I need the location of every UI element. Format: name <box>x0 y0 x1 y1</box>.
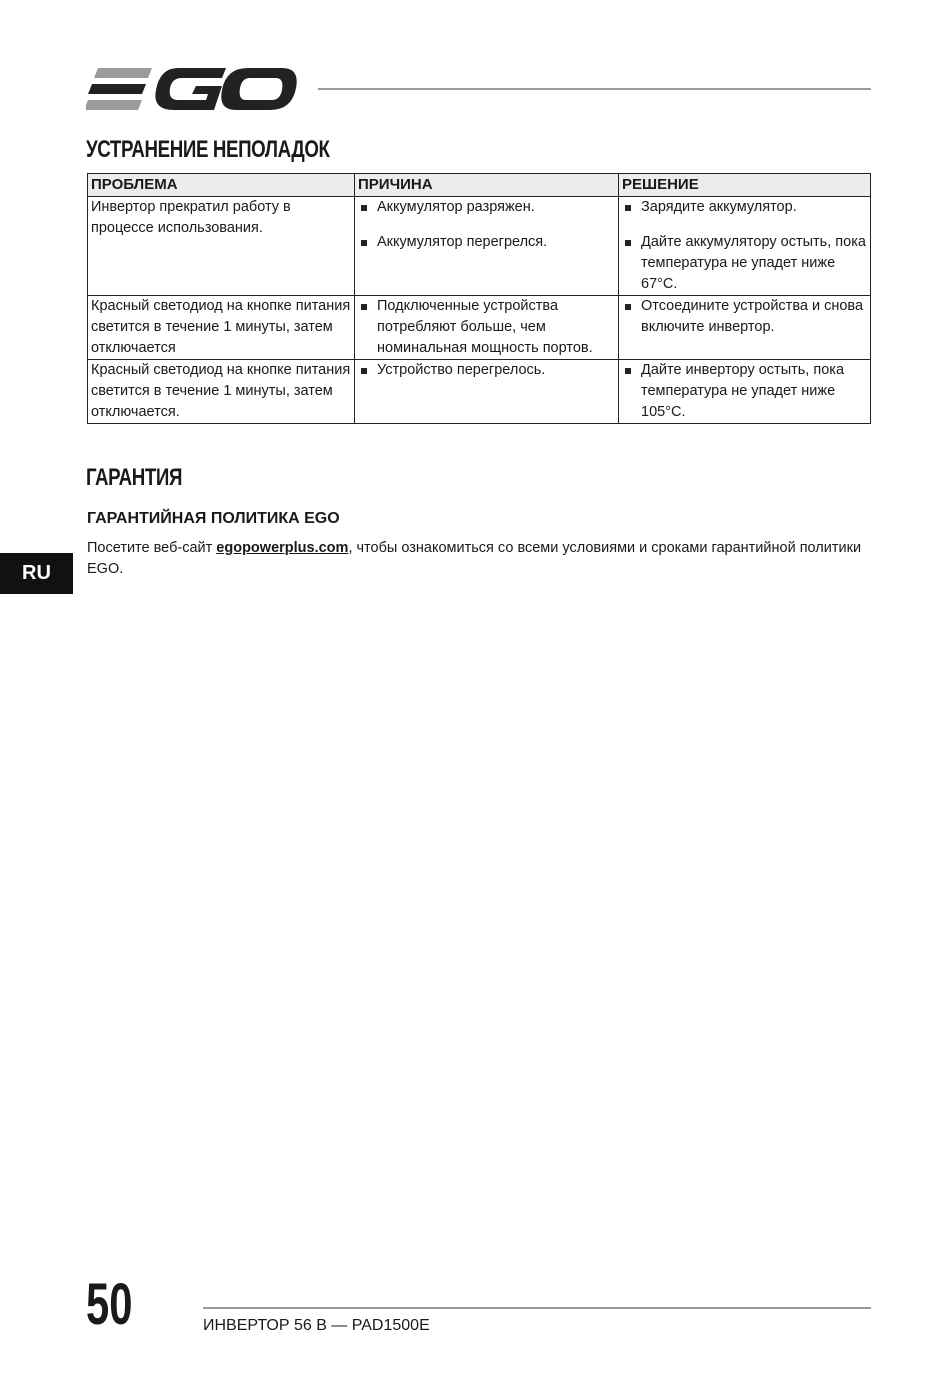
cause-cell <box>355 197 619 296</box>
table-row <box>88 197 871 296</box>
header-cause: ПРИЧИНА <box>355 174 619 197</box>
problem-cell: Красный светодиод на кнопке питания светится в течение 1 минуты, затем отключается. <box>88 360 355 424</box>
page-number: 50 <box>86 1272 133 1337</box>
solution-item: Дайте аккумулятору остыть, пока температура не упадет ниже 67°C. <box>622 232 867 295</box>
cause-cell <box>355 296 619 360</box>
cause-item: Подключенные устройства потребляют больше, чем номинальная мощность портов. <box>358 296 615 359</box>
table-row <box>88 296 871 360</box>
ego-logo <box>86 64 298 114</box>
header-rule <box>318 88 871 90</box>
warranty-title: ГАРАНТИЯ <box>86 464 183 491</box>
footer-rule <box>203 1307 871 1309</box>
table-row <box>88 360 871 424</box>
solution-item: Отсоедините устройства и снова включите инвертор. <box>622 296 867 338</box>
cause-item: Устройство перегрелось. <box>358 360 615 381</box>
problem-cell: Инвертор прекратил работу в процессе использования. <box>88 197 355 296</box>
warranty-text-before: Посетите веб-сайт <box>87 540 217 556</box>
troubleshooting-table <box>87 173 871 424</box>
warranty-link[interactable]: egopowerplus.com <box>216 540 349 556</box>
cause-cell <box>355 360 619 424</box>
troubleshooting-title: УСТРАНЕНИЕ НЕПОЛАДОК <box>86 136 330 163</box>
solution-cell <box>619 197 871 296</box>
solution-cell <box>619 296 871 360</box>
cause-item: Аккумулятор перегрелся. <box>358 232 615 253</box>
warranty-subtitle: ГАРАНТИЙНАЯ ПОЛИТИКА EGO <box>87 510 340 527</box>
solution-item: Дайте инвертору остыть, пока температура не упадет ниже 105°C. <box>622 360 867 423</box>
header-problem: ПРОБЛЕМА <box>88 174 355 197</box>
language-tab: RU <box>0 553 73 594</box>
problem-cell: Красный светодиод на кнопке питания светится в течение 1 минуты, затем отключается <box>88 296 355 360</box>
footer-product: ИНВЕРТОР 56 В — PAD1500E <box>203 1317 430 1334</box>
header-solution: РЕШЕНИЕ <box>619 174 871 197</box>
solution-item: Зарядите аккумулятор. <box>622 197 867 218</box>
warranty-text-after: , чтобы ознакомиться со всеми условиями и сроками гарантийной политики EGO. <box>87 540 862 577</box>
table-header-row <box>88 174 871 197</box>
warranty-paragraph <box>87 538 877 580</box>
cause-item: Аккумулятор разряжен. <box>358 197 615 218</box>
solution-cell <box>619 360 871 424</box>
